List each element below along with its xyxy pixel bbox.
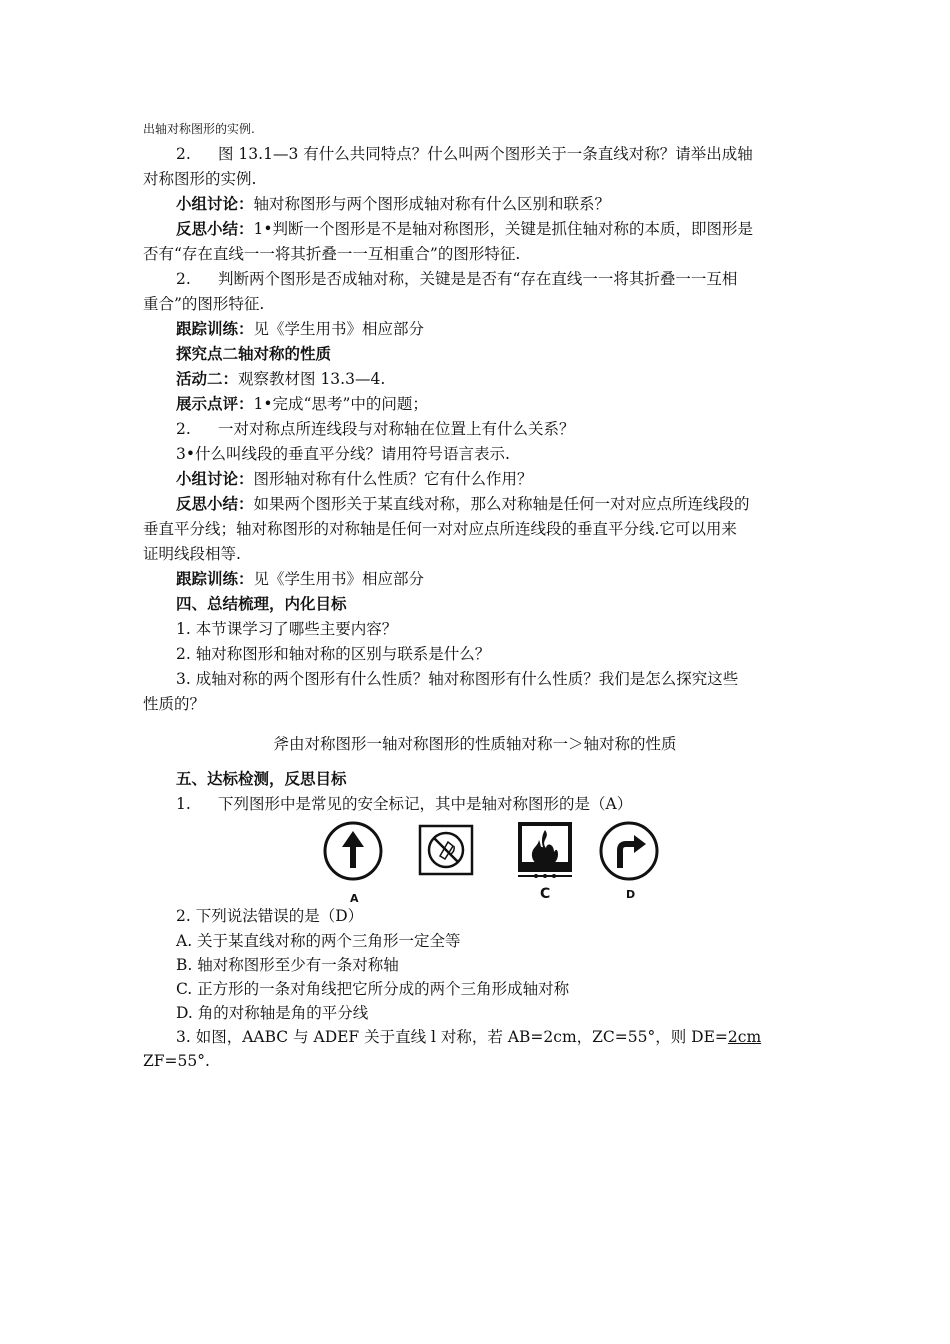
section-label: 小组讨论： <box>176 194 254 213</box>
summary-line: 斧由对称图形一轴对称图形的性质轴对称一＞轴对称的性质 <box>273 735 677 753</box>
text-line <box>176 1026 761 1048</box>
section-label: 活动二： <box>176 369 239 388</box>
text: 轴对称图形与两个图形成轴对称有什么区别和联系？ <box>253 195 611 213</box>
text-line: 证明线段相等. <box>143 545 241 563</box>
text: 图形轴对称有什么性质？它有什么作用？ <box>253 470 533 488</box>
text-line <box>176 393 428 415</box>
flammable-sign-icon <box>516 820 574 880</box>
text: 见《学生用书》相应部分 <box>253 320 425 338</box>
text-line: 重合”的图形特征. <box>143 295 265 313</box>
text-line <box>176 493 750 515</box>
sign-label-d: D <box>626 888 636 901</box>
option-line: D. 角的对称轴是角的平分线 <box>176 1004 369 1022</box>
item-number: 2. <box>176 145 191 163</box>
section-label: 反思小结： <box>176 219 254 238</box>
text-line: 垂直平分线；轴对称图形的对称轴是任何一对对应点所连线段的垂直平分线.它可以用来 <box>143 520 737 538</box>
text-line: 3•什么叫线段的垂直平分线？请用符号语言表示. <box>176 445 510 463</box>
text: 下列图形中是常见的安全标记，其中是轴对称图形的是（A） <box>218 795 633 813</box>
text-line: 出轴对称图形的实例. <box>143 122 255 136</box>
text-line: 性质的？ <box>143 695 206 713</box>
section-label: 小组讨论： <box>176 469 254 488</box>
item-number: 2. <box>176 270 191 288</box>
option-line: C. 正方形的一条对角线把它所分成的两个三角形成轴对称 <box>176 980 570 998</box>
section-label: 跟踪训练： <box>176 569 254 588</box>
text-line <box>176 318 424 340</box>
text-line: 对称图形的实例. <box>143 170 257 188</box>
item-number: 1. <box>176 795 191 813</box>
section-label: 反思小结： <box>176 494 254 513</box>
text-line <box>176 218 753 240</box>
text-line <box>176 193 610 215</box>
text-line <box>176 143 753 165</box>
option-line: B. 轴对称图形至少有一条对称轴 <box>176 956 399 974</box>
section-heading: 探究点二轴对称的性质 <box>176 344 332 363</box>
text-line <box>176 368 385 390</box>
text-line <box>176 418 575 440</box>
sign-label-a: A <box>350 892 359 905</box>
text-line: 2. 下列说法错误的是（D） <box>176 907 364 925</box>
text-line: 3. 成轴对称的两个图形有什么性质？轴对称图形有什么性质？我们是怎么探究这些 <box>176 670 739 688</box>
text-line: ZF=55°. <box>143 1052 210 1070</box>
sign-label-c: C <box>540 886 551 902</box>
text-line <box>176 468 533 490</box>
answer-blank: 2cm <box>727 1028 762 1046</box>
text: 如果两个图形关于某直线对称，那么对称轴是任何一对对应点所连线段的 <box>253 495 750 513</box>
text-line <box>176 793 632 815</box>
prohibition-sign-icon <box>418 824 474 876</box>
option-line: A. 关于某直线对称的两个三角形一定全等 <box>176 932 461 950</box>
up-arrow-sign-icon <box>322 820 384 882</box>
turn-right-sign-icon <box>598 820 660 882</box>
text-line: 否有“存在直线一一将其折叠一一互相重合”的图形特征. <box>143 245 521 263</box>
text: 图 13.1—3 有什么共同特点？什么叫两个图形关于一条直线对称？请举出成轴 <box>218 145 753 163</box>
text-line <box>176 268 737 290</box>
safety-signs-figure <box>318 820 668 905</box>
section-label: 展示点评： <box>176 394 254 413</box>
text: 3. 如图，AABC 与 ADEF 关于直线 l 对称，若 AB=2cm，ZC=55°，则 DE= <box>176 1028 728 1046</box>
text: 1•判断一个图形是不是轴对称图形，关键是抓住轴对称的本质，即图形是 <box>253 220 754 238</box>
text: 观察教材图 13.3—4. <box>238 370 386 388</box>
text: 见《学生用书》相应部分 <box>253 570 425 588</box>
section-label: 跟踪训练： <box>176 319 254 338</box>
section-heading: 五、达标检测，反思目标 <box>176 769 347 788</box>
text: 1•完成“思考”中的问题； <box>253 395 428 413</box>
section-heading: 四、总结梳理，内化目标 <box>176 594 347 613</box>
item-number: 2. <box>176 420 191 438</box>
text-line: 2. 轴对称图形和轴对称的区别与联系是什么？ <box>176 645 491 663</box>
text-line <box>176 568 424 590</box>
text: 判断两个图形是否成轴对称，关键是是否有“存在直线一一将其折叠一一互相 <box>218 270 738 288</box>
text: 一对对称点所连线段与对称轴在位置上有什么关系？ <box>218 420 575 438</box>
text-line: 1. 本节课学习了哪些主要内容？ <box>176 620 398 638</box>
